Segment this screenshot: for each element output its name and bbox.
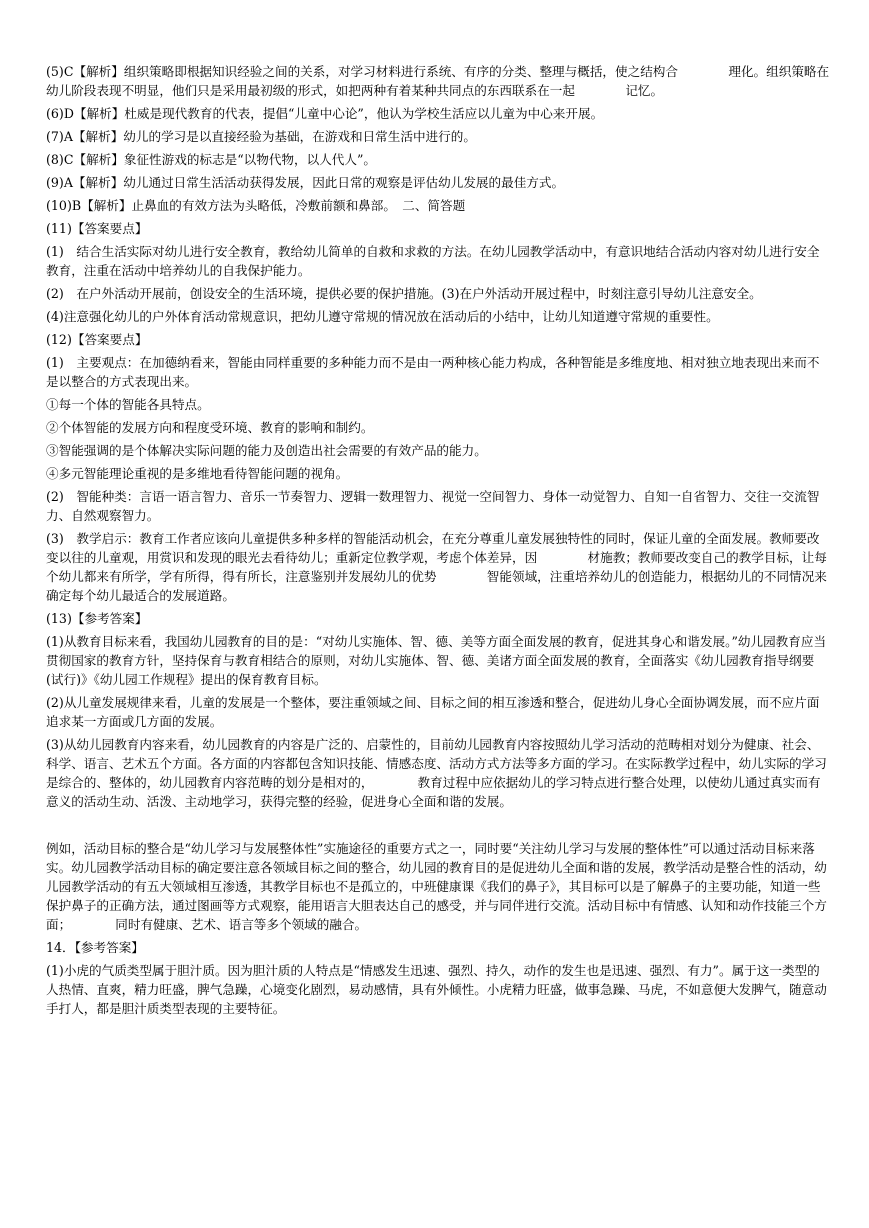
answer-12-sub-3: ③智能强调的是个体解决实际问题的能力及创造出社会需要的有效产品的能力。 — [46, 443, 487, 458]
document-body — [46, 62, 831, 1022]
question-13-heading: (13)【参考答案】 — [46, 611, 148, 626]
question-12-heading: (12)【答案要点】 — [46, 332, 148, 347]
answer-12-point-2: (2) 智能种类：言语一语言智力、音乐一节奏智力、逻辑一数理智力、视觉一空间智力、身体一动觉智力、自知一自省智力、交往一交流智力、自然观察智力。 — [46, 489, 820, 523]
answer-11-point-4: (4)注意强化幼儿的户外体育活动常规意识，把幼儿遵守常规的情况放在活动后的小结中，让幼儿知道遵守常规的重要性。 — [46, 309, 719, 324]
answer-9-explanation: (9)A【解析】幼儿通过日常生活活动获得发展，因此日常的观察是评估幼儿发展的最佳方式。 — [46, 175, 565, 190]
answer-12-sub-4: ④多元智能理论重视的是多维地看待智能问题的视角。 — [46, 466, 349, 481]
question-11-heading: (11)【答案要点】 — [46, 221, 148, 236]
answer-13-example: 例如，活动目标的整合是“幼儿学习与发展整体性”实施途径的重要方式之一，同时要“关注幼儿学习与发展的整体性”可以通过活动目标来落实。幼儿园教学活动目标的确定要注意各领域目标之间的整合，幼儿园的教育目的是促进幼儿全面和谐的发展，教学活动是整合性的活动，幼儿园教学活动的有五大领域相互渗透，其教学目标也不是孤立的，中班健康课《我们的鼻子》，其目标可以是了解鼻子的主要功能，知道一些保护鼻子的正确方法，通过图画等方式观察，能用语言大胆表达自己的感受，并与同伴进行交流。活动目标中有情感、认知和动作技能三个方面； 同时有健康、艺术、语言等多个领域的融合。 — [46, 841, 827, 932]
answer-14-point-1: (1)小虎的气质类型属于胆汁质。因为胆汁质的人特点是“情感发生迅速、强烈、持久，动作的发生也是迅速、强烈、有力”。属于这一类型的人热情、直爽，精力旺盛，脾气急躁，心境变化剧烈，易动感情，具有外倾性。小虎精力旺盛，做事急躁、马虎，不如意便大发脾气，随意动手打人，都是胆汁质类型表现的主要特征。 — [46, 963, 827, 1016]
answer-5-explanation: (5)C【解析】组织策略即根据知识经验之间的关系，对学习材料进行系统、有序的分类、整理与概括，使之结构合 理化。组织策略在幼儿阶段表现不明显，他们只是采用最初级的形式，如把两种有着某种共同点的东西联系在一起 记忆。 — [46, 64, 830, 98]
question-14-heading: 14．【参考答案】 — [46, 940, 144, 955]
answer-11-point-2-3: (2) 在户外活动开展前，创设安全的生活环境，提供必要的保护措施。(3)在户外活动开展过程中，时刻注意引导幼儿注意安全。 — [46, 286, 762, 301]
answer-6-explanation: (6)D【解析】杜威是现代教育的代表，提倡“儿童中心论”，他认为学校生活应以儿童为中心来开展。 — [46, 106, 604, 121]
answer-8-explanation: (8)C【解析】象征性游戏的标志是“以物代物，以人代人”。 — [46, 152, 377, 167]
answer-11-point-1: (1) 结合生活实际对幼儿进行安全教育，教给幼儿简单的自救和求救的方法。在幼儿园教学活动中，有意识地结合活动内容对幼儿进行安全教育，注重在活动中培养幼儿的自我保护能力。 — [46, 244, 820, 278]
answer-13-point-1: (1)从教育目标来看，我国幼儿园教育的目的是：“对幼儿实施体、智、德、美等方面全面发展的教育，促进其身心和谐发展。”幼儿园教育应当贯彻国家的教育方针，坚持保育与教育相结合的原则，对幼儿实施体、智、德、美诸方面全面发展的教育，全面落实《幼儿园教育指导纲要(试行)》《幼儿园工作规程》提出的保育教育目标。 — [46, 634, 827, 687]
answer-7-explanation: (7)A【解析】幼儿的学习是以直接经验为基础，在游戏和日常生活中进行的。 — [46, 129, 476, 144]
paragraph-spacer — [46, 815, 831, 839]
answer-10-explanation: (10)B【解析】止鼻血的有效方法为头略低，冷敷前额和鼻部。 二、简答题 — [46, 198, 466, 213]
answer-13-point-2: (2)从儿童发展规律来看，儿童的发展是一个整体，要注重领域之间、目标之间的相互渗透和整合，促进幼儿身心全面协调发展，而不应片面追求某一方面或几方面的发展。 — [46, 695, 820, 729]
answer-12-point-1: (1) 主要观点：在加德纳看来，智能由同样重要的多种能力而不是由一两种核心能力构成，各种智能是多维度地、相对独立地表现出来而不是以整合的方式表现出来。 — [46, 355, 820, 389]
answer-12-sub-1: ①每一个体的智能各具特点。 — [46, 397, 210, 412]
answer-12-point-3: (3) 教学启示：教育工作者应该向儿童提供多种多样的智能活动机会，在充分尊重儿童发展独特性的同时，保证儿童的全面发展。教师要改变以往的儿童观，用赏识和发现的眼光去看待幼儿；重新定位教学观，考虑个体差异，因 材施教；教师要改变自己的教学目标，让每个幼儿都来有所学，学有所得，得有所长，注意鉴别并发展幼儿的优势 智能领域，注重培养幼儿的创造能力，根据幼儿的不同情况来确定每个幼儿最适合的发展道路。 — [46, 531, 827, 603]
answer-13-point-3: (3)从幼儿园教育内容来看，幼儿园教育的内容是广泛的、启蒙性的，目前幼儿园教育内容按照幼儿学习活动的范畴相对划分为健康、社会、科学、语言、艺术五个方面。各方面的内容都包含知识技能、情感态度、活动方式方法等多方面的学习。在实际教学过程中，幼儿实际的学习是综合的、整体的，幼儿园教育内容范畴的划分是相对的， 教育过程中应依据幼儿的学习特点进行整合处理，以使幼儿通过真实而有意义的活动生动、活泼、主动地学习，获得完整的经验，促进身心全面和谐的发展。 — [46, 737, 827, 809]
answer-12-sub-2: ②个体智能的发展方向和程度受环境、教育的影响和制约。 — [46, 420, 374, 435]
